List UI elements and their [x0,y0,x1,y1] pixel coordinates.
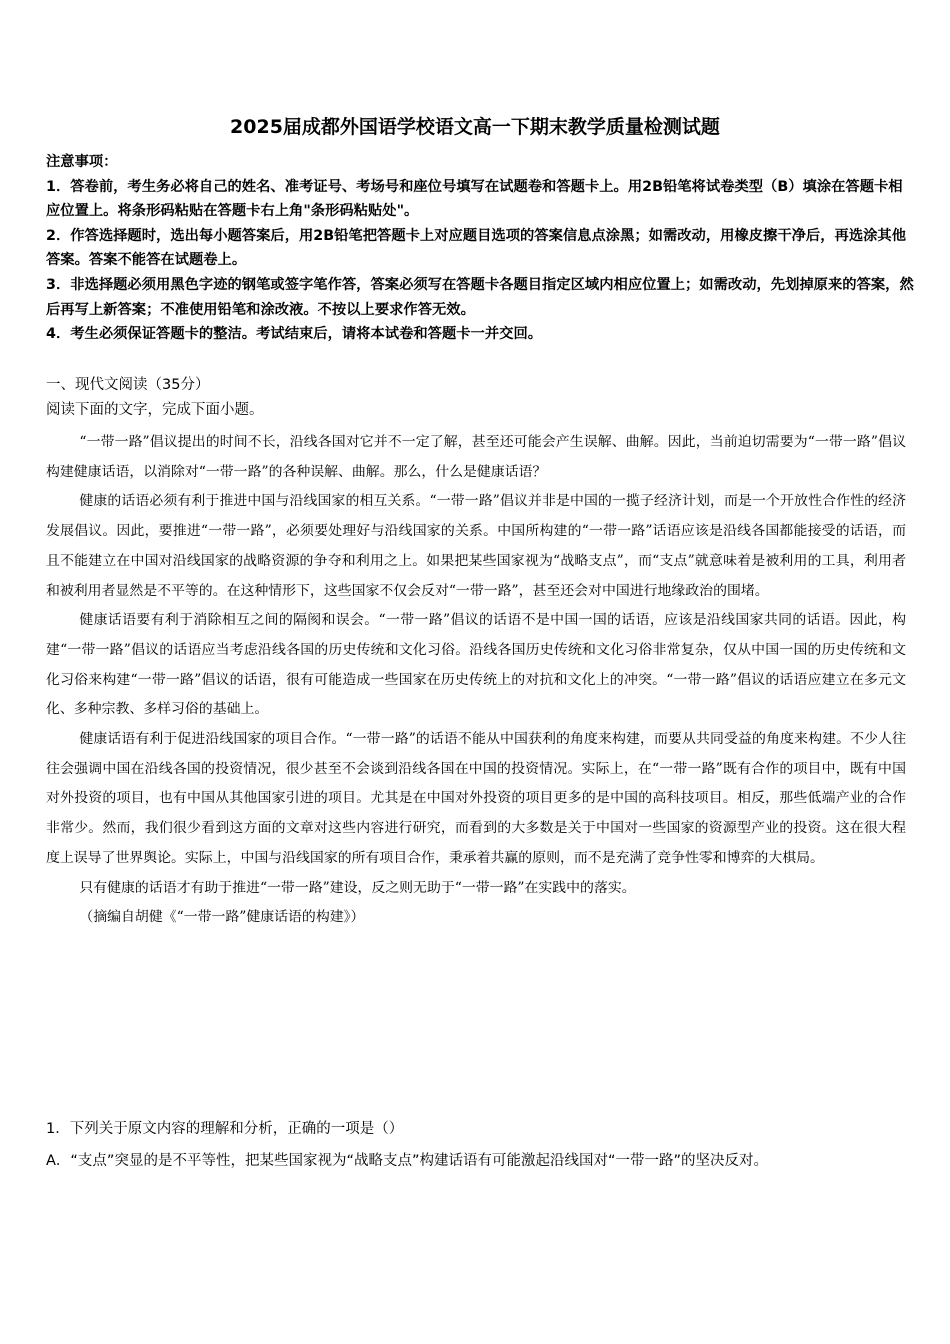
passage-paragraph: 健康的话语必须有利于推进中国与沿线国家的相互关系。“一带一路”倡议并非是中国的一揽子经济计划，而是一个开放性合作性的经济发展倡议。因此，要推进“一带一路”，必须要处理好与沿线国家的关系。中国所构建的“一带一路”话语应该是沿线各国都能接受的话语，而且不能建立在中国对沿线国家的战略资源的争夺和利用之上。如果把某些国家视为“战略支点”，而“支点”就意味着是被利用的工具，利用者和被利用者显然是不平等的。在这种情形下，这些国家不仅会反对“一带一路”，甚至还会对中国进行地缘政治的围堵。 [46,493,906,599]
question-stem: 1．下列关于原文内容的理解和分析，正确的一项是（） [46,1121,404,1137]
notice-item: 4．考生必须保证答题卡的整洁。考试结束后，请将本试卷和答题卡一并交回。 [46,326,543,343]
reading-passage [46,428,906,933]
section-heading: 一、现代文阅读（35分） [46,377,210,393]
passage-paragraph: 健康话语要有利于消除相互之间的隔阂和误会。“一带一路”倡议的话语不是中国一国的话语，应该是沿线国家共同的话语。因此，构建“一带一路”倡议的话语应当考虑沿线各国的历史传统和文化习俗。沿线各国历史传统和文化习俗非常复杂，仅从中国一国的历史传统和文化习俗来构建“一带一路”倡议的话语，很有可能造成一些国家在历史传统上的对抗和文化上的冲突。“一带一路”倡议的话语应建立在多元文化、多种宗教、多样习俗的基础上。 [46,612,906,718]
passage-paragraph: “一带一路”倡议提出的时间不长，沿线各国对它并不一定了解，甚至还可能会产生误解、曲解。因此，当前迫切需要为“一带一路”倡议构建健康话语，以消除对“一带一路”的各种误解、曲解。那么，什么是健康话语？ [46,434,906,480]
notice-block [46,150,916,347]
notice-item: 3．非选择题必须用黑色字迹的钢笔或签字笔作答，答案必须写在答题卡各题目指定区域内相应位置上；如需改动，先划掉原来的答案，然后再写上新答案；不准使用铅笔和涂改液。不按以上要求作答无效。 [46,276,914,318]
notice-heading: 注意事项： [46,154,118,170]
notice-item: 1．答卷前，考生务必将自己的姓名、准考证号、考场号和座位号填写在试题卷和答题卡上。用2B铅笔将试卷类型（B）填涂在答题卡相应位置上。将条形码粘贴在答题卡右上角"条形码粘贴处"。 [46,178,903,220]
option-a: A．“支点”突显的是不平等性，把某些国家视为“战略支点”构建话语有可能激起沿线国对“一带一路”的坚决反对。 [46,1153,768,1169]
page-title: 2025届成都外国语学校语文高一下期末教学质量检测试题 [230,116,720,138]
question-1 [46,1115,906,1176]
passage-paragraph: 只有健康的话语才有助于推进“一带一路”建设，反之则无助于“一带一路”在实践中的落实。 [79,879,636,896]
passage-source: （摘编自胡健《“一带一路”健康话语的构建》） [79,909,365,926]
notice-item: 2．作答选择题时，选出每小题答案后，用2B铅笔把答题卡上对应题目选项的答案信息点涂黑；如需改动，用橡皮擦干净后，再选涂其他答案。答案不能答在试题卷上。 [46,227,907,269]
passage-paragraph: 健康话语有利于促进沿线国家的项目合作。“一带一路”的话语不能从中国获利的角度来构建，而要从共同受益的角度来构建。不少人往往会强调中国在沿线各国的投资情况，很少甚至不会谈到沿线各国在中国的投资情况。实际上，在“一带一路”既有合作的项目中，既有中国对外投资的项目，也有中国从其他国家引进的项目。尤其是在中国对外投资的项目更多的是中国的高科技项目。相反，那些低端产业的合作非常少。然而，我们很少看到这方面的文章对这些内容进行研究，而看到的大多数是关于中国对一些国家的资源型产业的投资。这在很大程度上误导了世界舆论。实际上，中国与沿线国家的所有项目合作，秉承着共赢的原则，而不是充满了竞争性零和博弈的大棋局。 [46,731,906,866]
reading-instruction: 阅读下面的文字，完成下面小题。 [46,402,264,418]
